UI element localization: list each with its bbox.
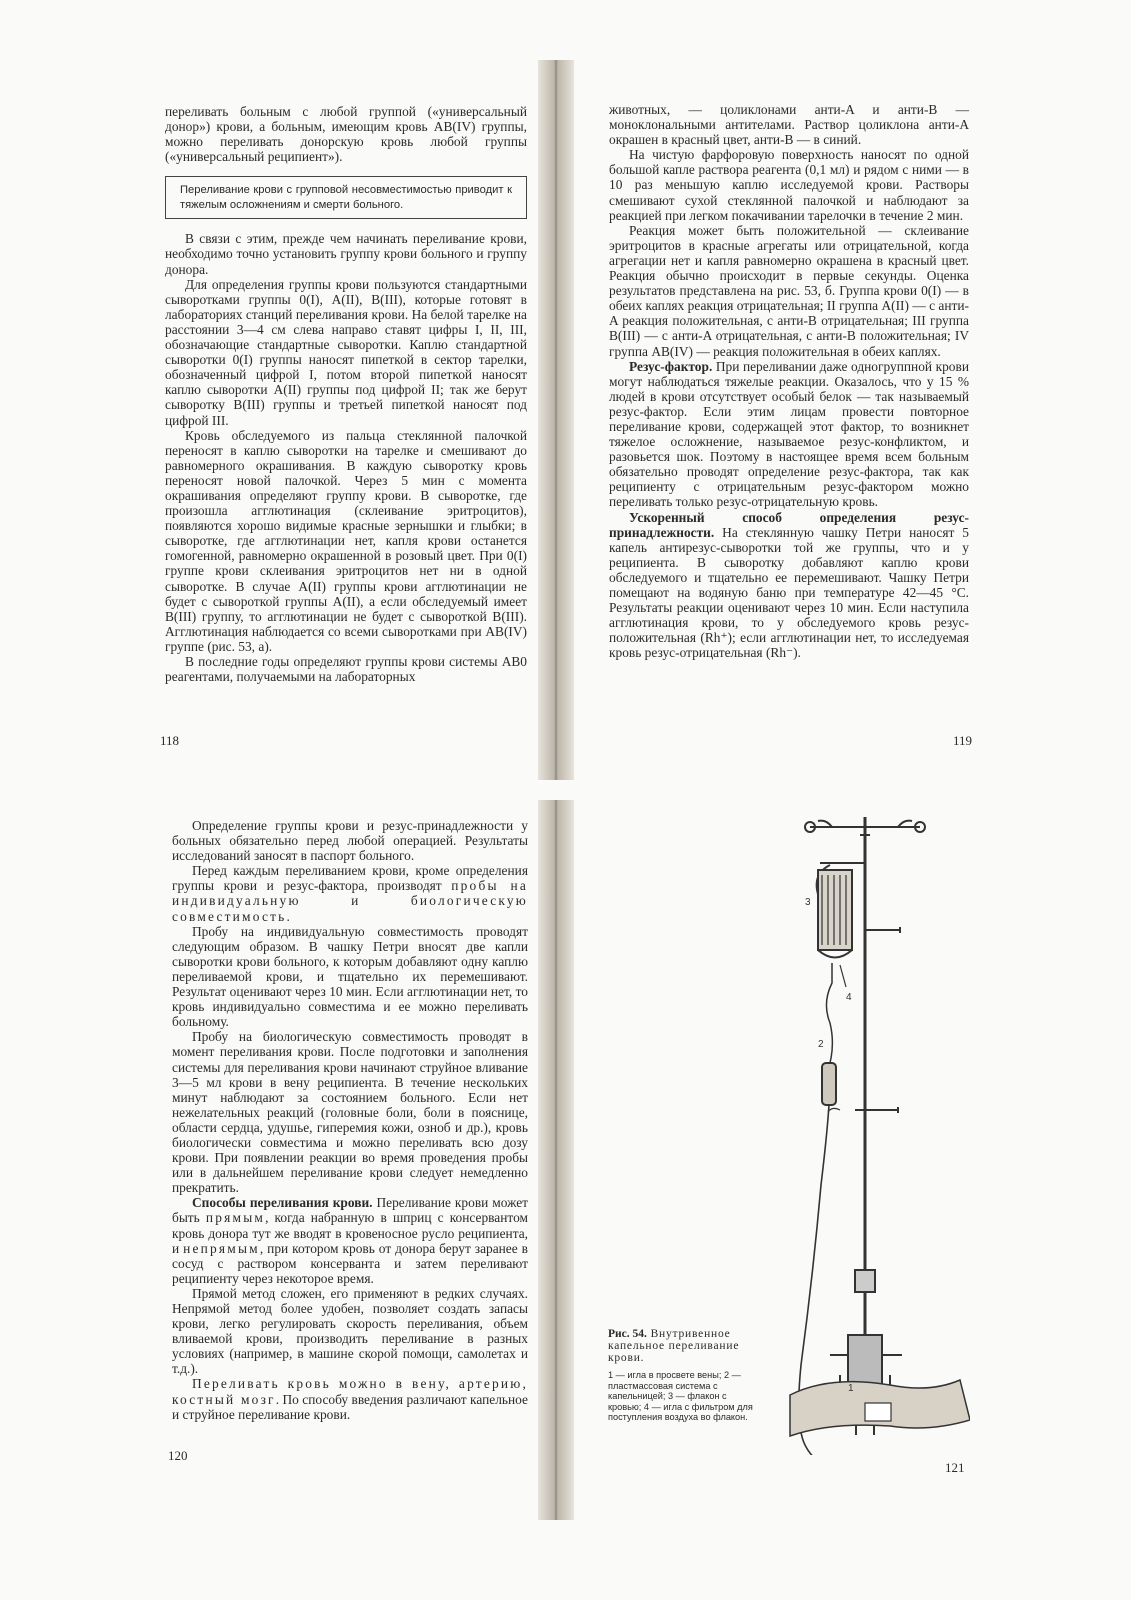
paragraph-text: Перед каждым переливанием крови, кроме определения группы крови и резус-фактора, производят (172, 863, 528, 894)
paragraph (609, 359, 969, 510)
page-119-text (609, 102, 969, 660)
paragraph: Определение группы крови и резус-принадлежности у больных обязательно перед любой операцией. Результаты исследований заносят в паспорт больного. (172, 818, 528, 864)
paragraph: Пробу на биологическую совместимость проводят в момент переливания крови. После подготовки и заполнения системы для переливания крови начинают струйное вливание 3—5 мл крови в вену реципиента. В течение нескольких минут наблюдают за состоянием больного. Если нет нежелательных реакций (головные боли, боли в пояснице, области сердца, удушье, гиперемия кожи, озноб и др.), кровь биологически совместима и можно переливать всю дозу крови. При появлении реакции во время проведения пробы или в дальнейшем переливание крови следует немедленно прекратить. (172, 1029, 528, 1196)
page-number: 118 (160, 733, 180, 748)
paragraph: Пробу на индивидуальную совместимость проводят следующим образом. В чашку Петри вносят две капли сыворотки крови больного, к которым добавляют одну каплю переливаемой крови, и тщательно их перемешивают. Результат оценивают через 10 мин. Если агглютинации нет, то кровь индивидуально совместима и ее можно переливать больному. (172, 923, 528, 1030)
figure-label-3: 3 (805, 897, 811, 908)
paragraph: Прямой метод сложен, его применяют в редких случаях. Непрямой метод более удобен, позволяет создать запасы крови, легко регулировать скорость переливания, объем вливаемой крови, производить переливание в разных условиях (например, в машине скорой помощи, самолетах и т.д.). (172, 1285, 528, 1377)
paragraph-text: При переливании даже одногруппной крови могут наблюдаться тяжелые реакции. Оказалось, что у 15 % людей в крови отсутствует особый белок — так называемый резус-фактор. Если этим лицам провести повторное переливание крови, содержащей этот фактор, то возникнет тяжелое осложнение, называемое резус-конфликтом, и разовьется шок. Поэтому в настоящее время всем больным обязательно проводят определение резус-фактора, так как реципиенту с отрицательным резус-фактором можно переливать только резус-отрицательную кровь. (609, 358, 969, 510)
paragraph-text: , при котором кровь от донора берут заранее в сосуд с раствором консерванта и затем переливают реципиенту через некоторое время. (172, 1240, 529, 1286)
spaced-term: прямым (205, 1210, 266, 1226)
paragraph-text: , когда набранную в шприц с консервантом кровь донора тут же вводят в кровеносное русло реципиента, и (172, 1210, 528, 1256)
page-120-text (172, 818, 528, 1422)
figure-caption (608, 1328, 760, 1423)
paragraph-text: Переливание крови может быть (172, 1195, 528, 1226)
subheading: Резус-фактор. (629, 358, 713, 374)
caption-legend: 1 — игла в просвете вены; 2 — пластмассовая система с капельницей; 3 — флакон с кровью; 4 — игла с фильтром для поступления воздуха во флакон. (608, 1370, 753, 1423)
spine-bottom (538, 800, 574, 1520)
caption-title (608, 1328, 760, 1364)
paragraph: животных, — цоликлонами анти-A и анти-B — моноклональными антителами. Раствор цоликлона анти-A окрашен в красный цвет, анти-B — в синий. (609, 102, 969, 148)
subheading: Способы переливания крови. (192, 1195, 373, 1211)
page-number: 120 (168, 1448, 188, 1463)
paragraph: Кровь обследуемого из пальца стеклянной палочкой переносят в каплю сыворотки на тарелке и смешивают до равномерного окрашивания. В каждую сыворотку кровь переносят новой палочкой. Через 5 мин с момента окрашивания определяют группу крови. В сыворотке, где произошла агглютинация (склеивание эритроцитов), появляются хорошо видимые красные зернышки и глыбки; в сыворотке, где агглютинации нет, капля крови останется гомогенной, равномерно окрашенной в розовый цвет. При 0(I) группе крови склеивания эритроцитов нет ни в одной сыворотке. В случае A(II) группы крови агглютинации не будет с сывороткой группы A(II), а если обследуемый имеет B(III) группу, то агглютинации не будет с сывороткой B(III). Агглютинация наблюдается со всеми сыворотками при AB(IV) группе (рис. 53, а). (165, 427, 527, 654)
warning-box: Переливание крови с групповой несовместимостью приводит к тяжелым осложнениям и смерти больного. (165, 176, 527, 219)
spine-top (538, 60, 574, 780)
figure-number: Рис. 54. (608, 1328, 647, 1340)
paragraph-text: . (286, 908, 290, 924)
figure-label-4: 4 (846, 992, 852, 1003)
page-number: 119 (953, 733, 973, 748)
spaced-term: пробы на индивидуальную и биологическую совместимость (172, 878, 528, 924)
paragraph-text: . По способу введения различают капельное и струйное переливание крови. (172, 1391, 528, 1422)
page-118-text (165, 104, 527, 684)
spaced-term: непрямым (183, 1240, 260, 1256)
page-number: 121 (945, 1460, 965, 1475)
paragraph (172, 1376, 528, 1421)
paragraph (609, 510, 969, 661)
spaced-term: Переливать кровь можно в вену, артерию, костный мозг (172, 1376, 528, 1407)
paragraph-text: На стеклянную чашку Петри наносят 5 капель антирезус-сыворотки той же группы, что и у реципиента. В сыворотку добавляют каплю крови обследуемого и тщательно ее перемешивают. Чашку Петри помещают на водяную баню при температуре 42—45 °C. Результаты реакции оценивают через 10 мин. Если наступила агглютинация крови, то у обследуемого кровь резус-положительная (Rh⁺); если агглютинации нет, то исследуемая кровь резус-отрицательная (Rh⁻). (609, 524, 969, 661)
paragraph (172, 863, 528, 923)
caption-text: Внутривенное капельное переливание крови. (608, 1328, 740, 1364)
paragraph: В связи с этим, прежде чем начинать переливание крови, необходимо точно установить группу крови больного и группу донора. (165, 231, 527, 277)
iv-drip-illustration (770, 815, 970, 1455)
subheading: Ускоренный способ определения резус-принадлежности. (609, 509, 969, 540)
figure-label-2: 2 (818, 1039, 824, 1050)
paragraph: переливать больным с любой группой («универсальный донор») крови, а больным, имеющим кровь AB(IV) группы, можно переливать донорскую кровь любой группы («универсальный реципиент»). (165, 104, 527, 165)
figure-label-1: 1 (848, 1383, 854, 1394)
paragraph (172, 1195, 528, 1286)
paragraph: Реакция может быть положительной — склеивание эритроцитов в красные агрегаты или отрицательной, когда агрегации нет и капля равномерно окрашена в красный цвет. Реакция обычно происходит в первые секунды. Оценка результатов представлена на рис. 53, б. Группа крови 0(I) — в обеих каплях реакция отрицательная; II группа A(II) — с анти-A реакция положительная, с анти-B отрицательная; III группа B(III) — с анти-A отрицательная, с анти-B положительная; IV группа AB(IV) — реакция положительная в обеих каплях. (609, 222, 969, 359)
paragraph: Для определения группы крови пользуются стандартными сыворотками группы 0(I), A(II), B(III), которые готовят в лабораториях станций переливания крови. На белой тарелке на расстоянии 3—4 см слева направо ставят цифры I, II, III, обозначающие стандартные сыворотки. Каплю стандартной сыворотки 0(I) группы наносят пипеткой в сектор тарелки, обозначенный цифрой I, потом второй пипеткой наносят каплю сыворотки A(II) группы под цифрой II; так же берут сыворотку B(III) группы и третьей пипеткой наносят под цифрой III. (165, 276, 527, 428)
paragraph: На чистую фарфоровую поверхность наносят по одной большой капле раствора реагента (0,1 мл) и рядом с ними — в 10 раз меньшую каплю исследуемой крови. Растворы смешивают сухой стеклянной палочкой и наблюдают за реакцией при легком покачивании тарелочки в течение 2 мин. (609, 147, 969, 223)
paragraph: В последние годы определяют группы крови системы AB0 реагентами, получаемыми на лабораторных (165, 654, 527, 685)
